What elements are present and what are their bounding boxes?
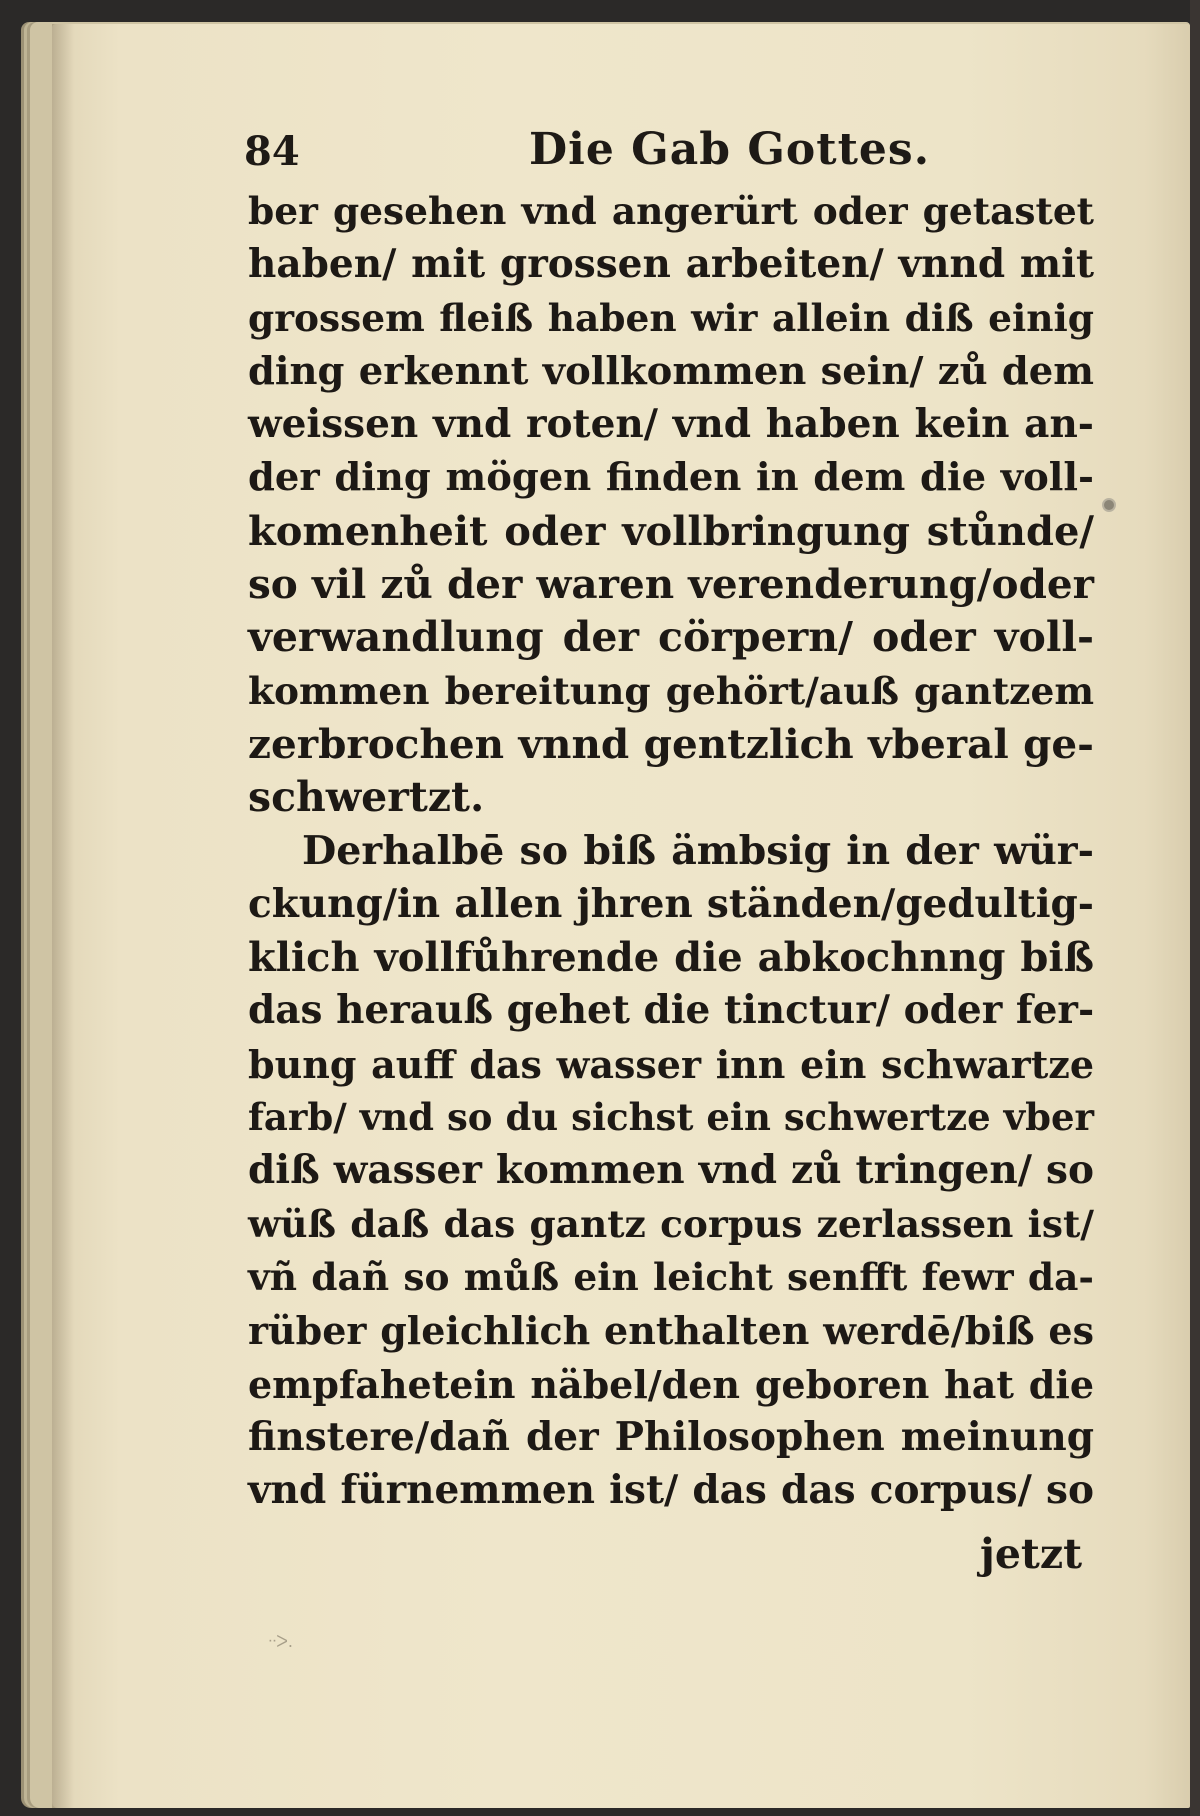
text-line: das herauß gehet die tinctur/ oder fer- <box>248 987 1095 1034</box>
text-line: weissen vnd roten/ vnd haben kein an- <box>248 401 1094 448</box>
text-line-paragraph-start: Derhalbē so biß ämbsig in der wür- <box>302 827 1094 874</box>
text-line: komenheit oder vollbringung stůnde/ <box>248 507 1094 555</box>
body-text <box>248 185 1094 1517</box>
text-line: bung auff das wasser inn ein schwartze <box>248 1041 1094 1087</box>
text-line: so vil zů der waren verenderung/oder <box>248 560 1094 609</box>
text-line: zerbrochen vnnd gentzlich vberal ge- <box>248 719 1094 768</box>
page-header <box>244 120 1094 180</box>
text-line: vnd fürnemmen ist/ das das corpus/ so <box>248 1467 1094 1514</box>
text-line: ckung/in allen jhren ständen/gedultig- <box>248 880 1094 927</box>
text-line: wüß daß das gantz corpus zerlassen ist/ <box>248 1201 1094 1246</box>
binding-edge <box>1190 0 1200 1816</box>
text-line: vñ dañ so můß ein leicht senfft fewr da- <box>248 1254 1094 1299</box>
text-line: schwertzt. <box>248 773 485 822</box>
text-line: finstere/dañ der Philosophen meinung <box>248 1413 1094 1460</box>
text-line: klich vollfůhrende die abkochnng biß <box>248 934 1094 982</box>
text-line: ding erkennt vollkommen sein/ zů dem <box>248 348 1094 394</box>
marginal-mark: ᐧᐧᐳ. <box>268 1632 293 1651</box>
catchword: jetzt <box>980 1530 1083 1578</box>
running-title: Die Gab Gottes. <box>529 124 931 175</box>
text-line: rüber gleichlich enthalten werdē/biß es <box>248 1308 1094 1354</box>
text-line: der ding mögen finden in dem die voll- <box>248 455 1094 501</box>
text-line: verwandlung der cörpern/ oder voll- <box>248 613 1094 662</box>
binding-hole-mark <box>1102 498 1116 512</box>
text-line: diß wasser kommen vnd zů tringen/ so <box>248 1147 1094 1194</box>
page-number: 84 <box>244 128 300 175</box>
gutter-shadow <box>52 24 74 1808</box>
text-line: ber gesehen vnd angerürt oder getastet <box>248 189 1094 233</box>
text-line: empfahetein näbel/den geboren hat die <box>248 1361 1094 1407</box>
text-line: farb/ vnd so du sichst ein schwertze vber <box>248 1095 1094 1140</box>
text-line: kommen bereitung gehört/auß gantzem <box>248 668 1094 713</box>
text-line: grossem fleiß haben wir allein diß einig <box>248 295 1094 340</box>
text-line: haben/ mit grossen arbeiten/ vnnd mit <box>248 241 1094 288</box>
